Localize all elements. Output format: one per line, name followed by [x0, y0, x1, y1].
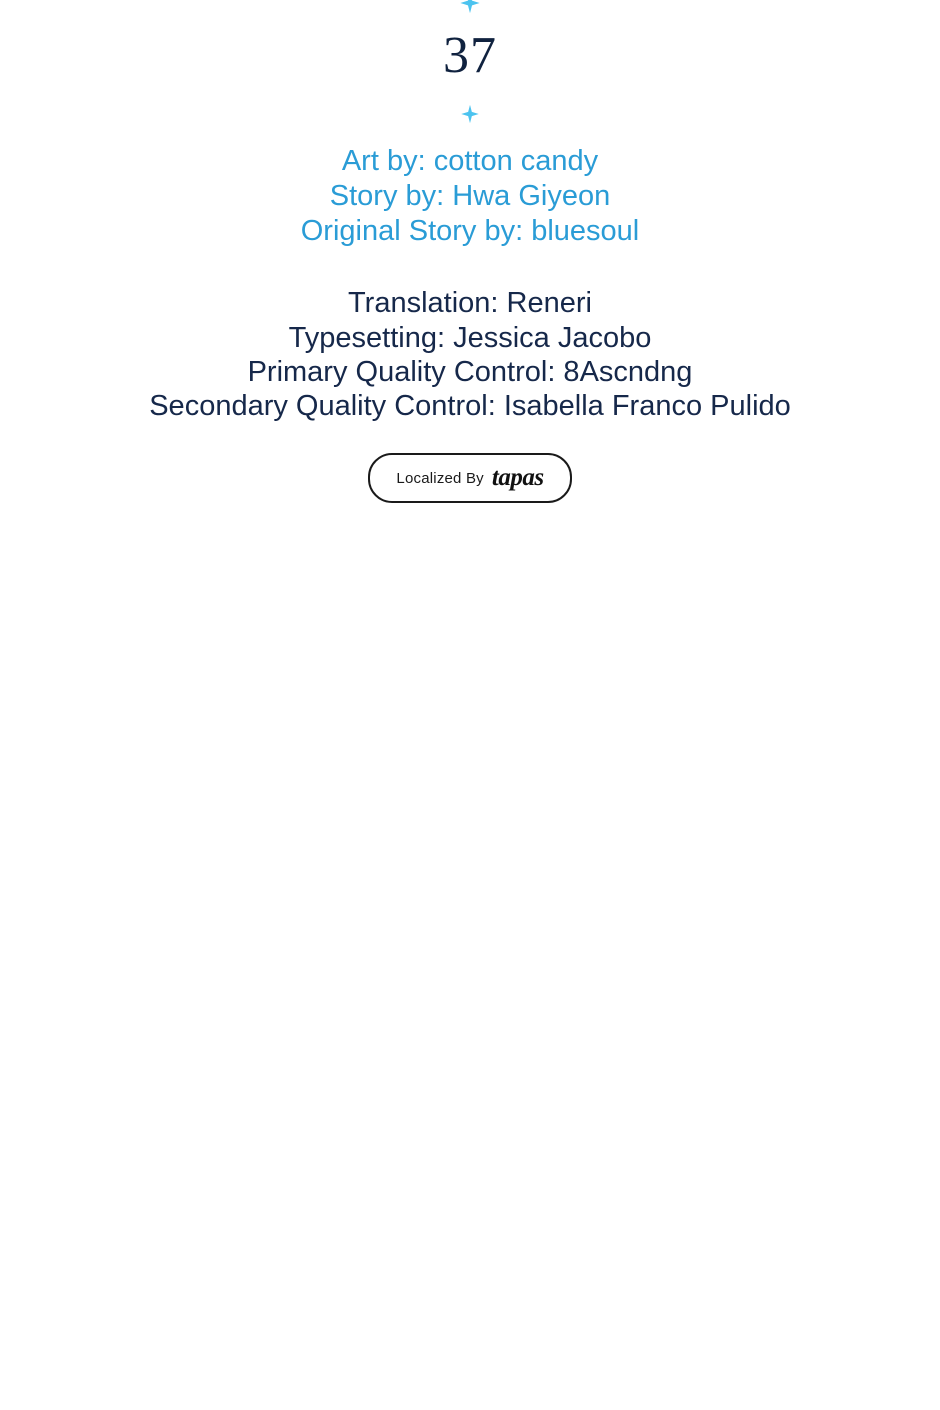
localized-by-tapas-badge[interactable]	[368, 453, 572, 503]
credits-block	[0, 0, 940, 503]
creator-credits	[0, 144, 940, 248]
credit-primary-qc: Primary Quality Control: 8Ascndng	[247, 355, 693, 388]
chapter-number: 37	[443, 27, 497, 84]
credit-translation: Translation: Reneri	[348, 287, 592, 320]
sparkle-icon	[459, 104, 481, 124]
credit-original-story-by: Original Story by: bluesoul	[300, 214, 640, 247]
tapas-logo: tapas	[491, 464, 544, 492]
staff-credits	[0, 286, 940, 423]
sparkle-icon	[458, 0, 482, 14]
credit-typesetting: Typesetting: Jessica Jacobo	[288, 321, 652, 354]
badge-prefix-label: Localized By	[396, 469, 484, 487]
credit-art-by: Art by: cotton candy	[341, 145, 599, 177]
credit-story-by: Story by: Hwa Giyeon	[329, 179, 611, 212]
credit-secondary-qc: Secondary Quality Control: Isabella Franco Pulido	[149, 390, 791, 423]
